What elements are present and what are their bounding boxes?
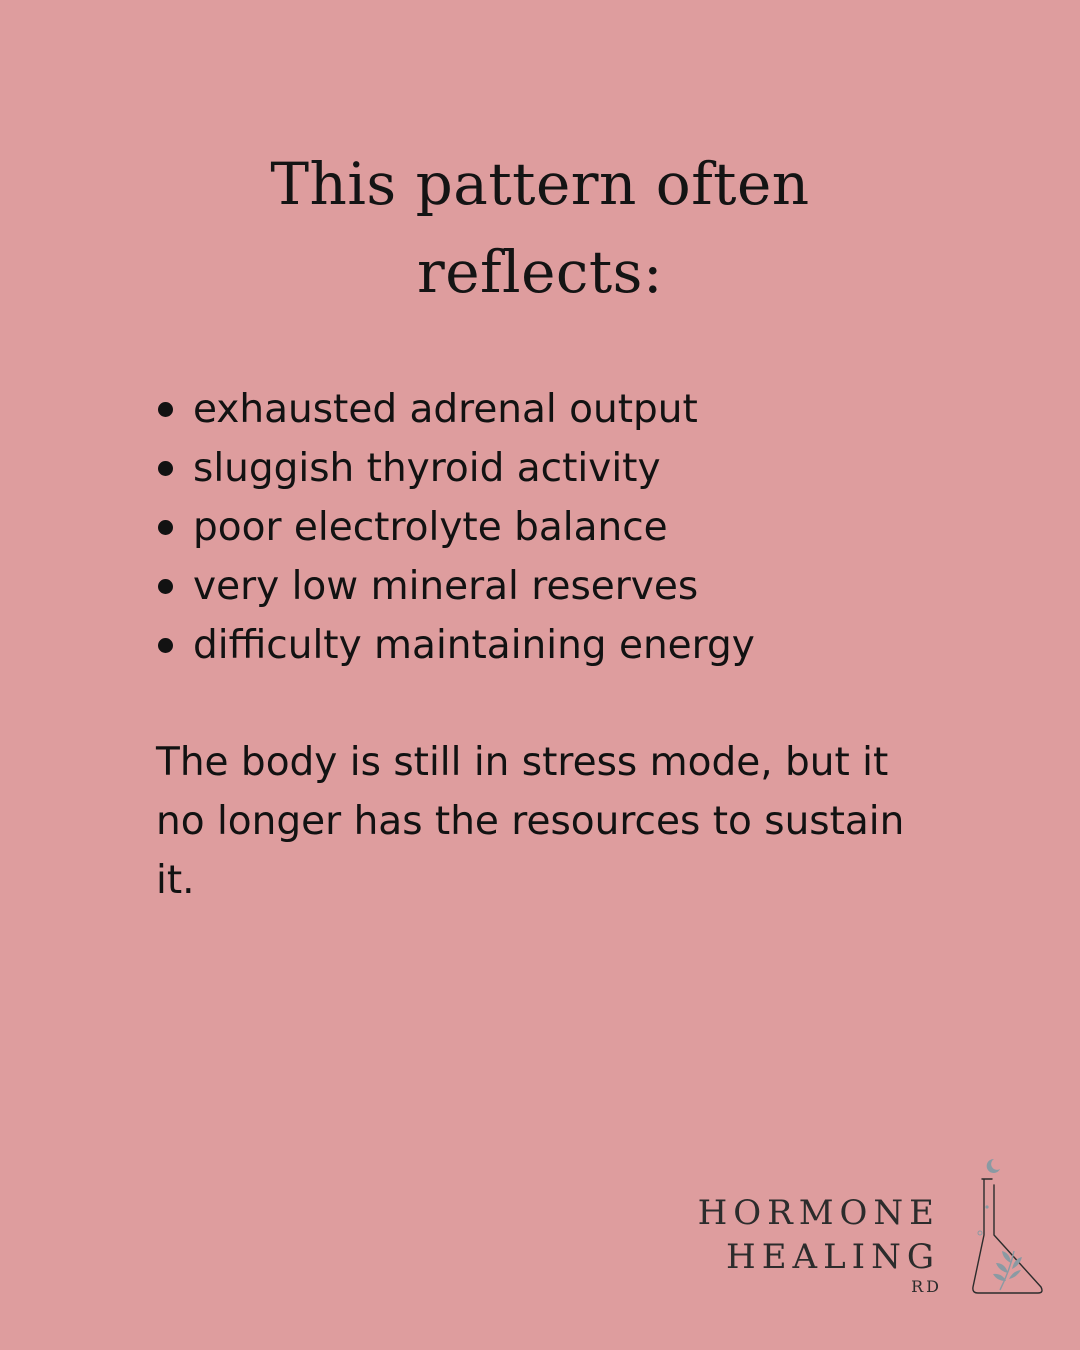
logo-line-hormone: HORMONE xyxy=(697,1193,940,1233)
flask-icon xyxy=(970,1155,1050,1305)
list-item xyxy=(158,616,755,675)
bullet-text: poor electrolyte balance xyxy=(193,505,668,550)
bullet-text: exhausted adrenal output xyxy=(193,387,698,432)
bullet-icon xyxy=(158,461,173,476)
bullet-text: very low mineral reserves xyxy=(193,564,699,609)
brand-logo xyxy=(697,1155,1060,1305)
bullet-icon xyxy=(158,638,173,653)
list-item xyxy=(158,557,755,616)
slide-heading: This pattern often reflects: xyxy=(270,150,810,306)
list-item xyxy=(158,380,755,439)
bullet-icon xyxy=(158,579,173,594)
list-item xyxy=(158,439,755,498)
list-item xyxy=(158,498,755,557)
bullet-icon xyxy=(158,402,173,417)
bullet-icon xyxy=(158,520,173,535)
logo-line-rd: RD xyxy=(911,1277,942,1296)
bullet-list xyxy=(158,380,755,675)
bullet-text: sluggish thyroid activity xyxy=(193,446,661,491)
bullet-text: difficulty maintaining energy xyxy=(193,623,755,668)
closing-text: The body is still in stress mode, but it no longer has the resources to sustain it. xyxy=(156,740,905,903)
logo-line-healing: HEALING xyxy=(726,1237,940,1277)
